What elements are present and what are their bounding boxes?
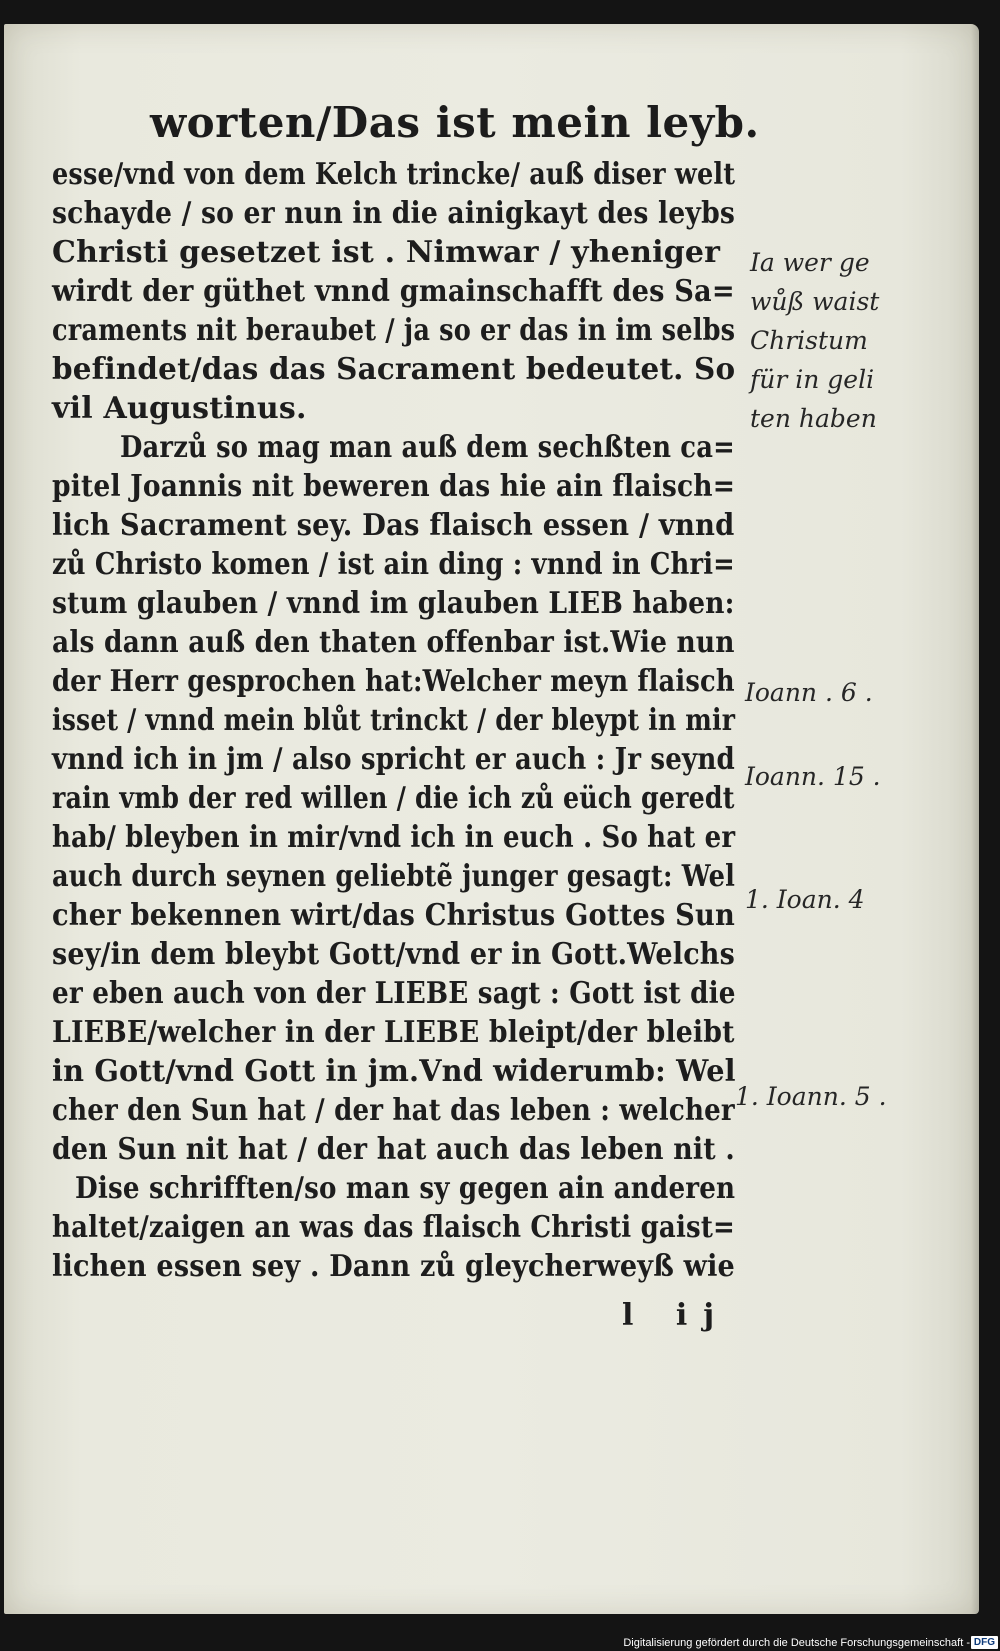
body-line: LIEBE/welcher in der LIEBE bleipt/der bleibt	[52, 1015, 735, 1050]
margin-note: ten haben	[750, 404, 877, 433]
body-line: lichen essen sey . Dann zů gleycherweyß wie	[52, 1249, 735, 1284]
body-line: rain vmb der red willen / die ich zů eüch geredt	[52, 781, 735, 816]
margin-note: Ioann . 6 .	[745, 678, 873, 707]
body-line: sey/in dem bleybt Gott/vnd er in Gott.Welchs	[52, 937, 735, 972]
body-line: als dann auß den thaten offenbar ist.Wie nun	[52, 625, 735, 660]
body-line: lich Sacrament sey. Das flaisch essen / vnnd	[52, 508, 735, 543]
body-line: wirdt der güthet vnnd gmainschafft des Sa=	[52, 274, 735, 309]
margin-note: 1. Ioan. 4	[745, 885, 865, 914]
margin-note: 1. Ioann. 5 .	[735, 1082, 887, 1111]
body-line: befindet/das das Sacrament bedeutet. So	[52, 352, 736, 387]
page-edge-shadow	[971, 24, 979, 1614]
body-line: den Sun nit hat / der hat auch das leben nit .	[52, 1132, 735, 1167]
body-line: er eben auch von der LIEBE sagt : Gott ist die	[52, 976, 736, 1011]
body-line: in Gott/vnd Gott in jm.Vnd widerumb: Wel	[52, 1054, 736, 1089]
body-line: stum glauben / vnnd im glauben LIEB haben:	[52, 586, 735, 621]
body-line: esse/vnd von dem Kelch trincke/ auß diser welt	[52, 157, 736, 192]
running-title: worten/Das ist mein leyb.	[150, 98, 760, 147]
margin-note: wůß waist	[750, 287, 880, 316]
body-line: hab/ bleyben in mir/vnd ich in euch . So hat er	[52, 820, 736, 855]
body-line: Dise schrifften/so man sy gegen ain anderen	[75, 1171, 736, 1206]
body-line: schayde / so er nun in die ainigkayt des leybs	[52, 196, 736, 231]
body-line: auch durch seynen geliebtẽ junger gesagt: Wel	[52, 859, 736, 894]
body-line: pitel Joannis nit beweren das hie ain flaisch=	[52, 469, 736, 504]
body-line: zů Christo komen / ist ain ding : vnnd in Chri=	[52, 547, 735, 582]
body-line: cher bekennen wirt/das Christus Gottes Sun	[52, 898, 735, 933]
body-line: der Herr gesprochen hat:Welcher meyn flaisch	[52, 664, 735, 699]
body-line: cher den Sun hat / der hat das leben : welcher	[52, 1093, 735, 1128]
signature-mark: l ij	[622, 1298, 731, 1333]
body-line: Christi gesetzet ist . Nimwar / yheniger	[52, 235, 721, 270]
funding-credit: Digitalisierung gefördert durch die Deutsche Forschungsgemeinschaft -	[623, 1637, 970, 1649]
dfg-logo: DFG	[971, 1636, 998, 1649]
margin-note: für in geli	[750, 365, 875, 394]
body-line: haltet/zaigen an was das flaisch Christi gaist=	[52, 1210, 735, 1245]
body-line: craments nit beraubet / ja so er das in im selbs	[52, 313, 736, 348]
body-line: vnnd ich in jm / also spricht er auch : Jr seynd	[52, 742, 735, 777]
body-line: Darzů so mag man auß dem sechßten ca=	[120, 430, 735, 465]
body-line: vil Augustinus.	[52, 391, 307, 426]
margin-note: Ia wer ge	[750, 248, 870, 277]
body-line: isset / vnnd mein blůt trinckt / der bleypt in mir	[52, 703, 736, 738]
footer-bar	[0, 1633, 1000, 1651]
margin-note: Ioann. 15 .	[745, 762, 881, 791]
margin-note: Christum	[750, 326, 868, 355]
